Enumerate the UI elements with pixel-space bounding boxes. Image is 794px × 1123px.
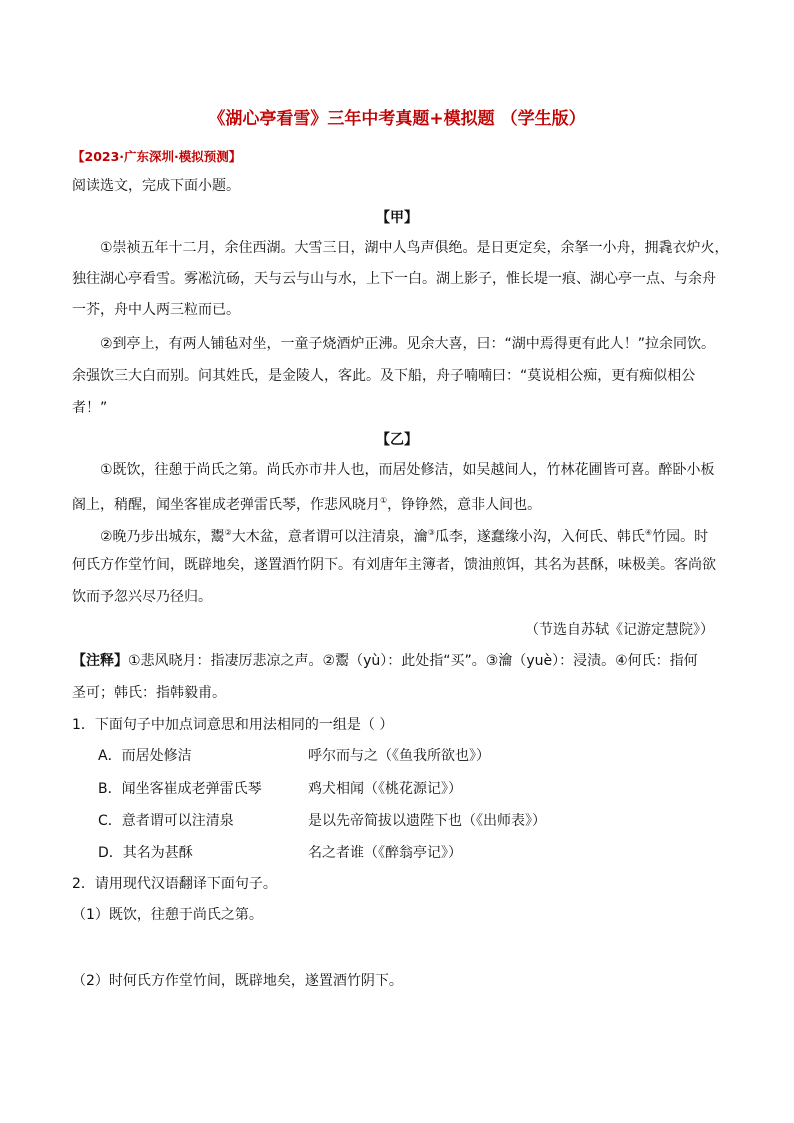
yi-p2-line1-text-d: 竹园。时	[652, 529, 709, 545]
q1-option-c-left: C．意者谓可以注清泉	[98, 813, 234, 829]
instruction: 阅读选文，完成下面小题。	[72, 178, 240, 194]
jia-p1-line2: 独往湖心亭看雪。雾凇沆砀，天与云与山与水，上下一白。湖上影子，惟长堤一痕、湖心亭一点、与余舟	[72, 271, 716, 287]
yi-p2-line1-text-c: 瓜李，遂蠢缘小沟，入何氏、韩氏	[434, 529, 645, 545]
q1-option-b-left: B．闻坐客崔成老弹雷氏琴	[98, 781, 262, 797]
jia-p2-line1: ②到亭上，有两人铺毡对坐，一童子烧酒炉正沸。见余大喜，曰：“湖中焉得更有此人！”拉余同饮。	[100, 336, 716, 352]
q1-option-a-right: 呼尔而与之（《鱼我所欲也》）	[308, 748, 490, 764]
jia-p1-line3: 一芥，舟中人两三粒而已。	[72, 302, 240, 318]
jia-p1-line1: ①崇祯五年十二月，余住西湖。大雪三日，湖中人鸟声俱绝。是日更定矣，余拏一小舟，拥毳衣炉火，	[100, 240, 729, 256]
yi-p2-line3: 饮而予忽兴尽乃径归。	[72, 589, 212, 605]
q1-option-d-left: D．其名为甚酥	[98, 845, 193, 861]
q2-stem: 2．请用现代汉语翻译下面句子。	[72, 876, 277, 892]
q1-option-b-right: 鸡犬相闻（《桃花源记》）	[308, 781, 462, 797]
document-title: 《湖心亭看雪》三年中考真题+模拟题 （学生版）	[208, 109, 586, 129]
q1-option-a-left: A．而居处修洁	[98, 748, 192, 764]
notes-line2: 圣可；韩氏：指韩毅甫。	[72, 685, 226, 701]
section-heading-jia: 【甲】	[376, 210, 418, 226]
yi-p2-line1-text-a: ②晚乃步出城东，鬻	[100, 529, 225, 545]
notes-label: 【注释】	[72, 653, 128, 669]
notes-line1	[72, 651, 698, 671]
yi-p2-line1-text-b: 大木盆，意者谓可以注清泉，瀹	[231, 529, 428, 545]
q1-option-d-right: 名之者谁（《醉翁亭记》）	[308, 845, 462, 861]
footnote-mark-4: ④	[644, 528, 653, 537]
yi-p1-line2	[72, 491, 541, 515]
yi-p1-line2-text-a: 阁上，稍醒，闻坐客崔成老弹雷氏琴，作悲风晓月	[72, 497, 380, 513]
footnote-mark-1: ①	[380, 496, 388, 505]
q2-item-2: （2）时何氏方作堂竹间，既辟地矣，遂置酒竹阴下。	[72, 973, 403, 989]
footnote-mark-2: ②	[224, 528, 232, 537]
yi-p2-line1	[100, 523, 708, 547]
attribution: （节选自苏轼《记游定慧院》）	[525, 622, 714, 638]
q2-item-1: （1）既饮，往憩于尚氏之第。	[72, 907, 263, 923]
section-heading-yi: 【乙】	[376, 432, 418, 448]
notes-text-1: ①悲风晓月：指凄厉悲凉之声。②鬻（yù）：此处指“买”。③瀹（yuè）：浸渍。④何氏：指何	[128, 653, 698, 669]
yi-p1-line1: ①既饮，往憩于尚氏之第。尚氏亦市井人也，而居处修洁，如吴越间人，竹林花圃皆可喜。醉卧小板	[100, 462, 715, 478]
yi-p2-line2: 何氏方作堂竹间，既辟地矣，遂置酒竹阴下。有刘唐年主簿者，馈油煎饵，其名为甚酥，味极美。客尚欲	[72, 557, 716, 573]
footnote-mark-3: ③	[427, 528, 435, 537]
jia-p2-line2: 余强饮三大白而别。问其姓氏，是金陵人，客此。及下船，舟子喃喃曰：“莫说相公痴，更有痴似相公	[72, 368, 696, 384]
q1-stem: 1．下面句子中加点词意思和用法相同的一组是（ ）	[72, 717, 394, 733]
source-tag: 【2023·广东深圳·模拟预测】	[72, 149, 242, 164]
yi-p1-line2-text-b: ，铮铮然，意非人间也。	[387, 497, 542, 513]
q1-option-c-right: 是以先帝简拔以遗陛下也（《出师表》）	[308, 813, 546, 829]
jia-p2-line3: 者！”	[72, 400, 108, 416]
